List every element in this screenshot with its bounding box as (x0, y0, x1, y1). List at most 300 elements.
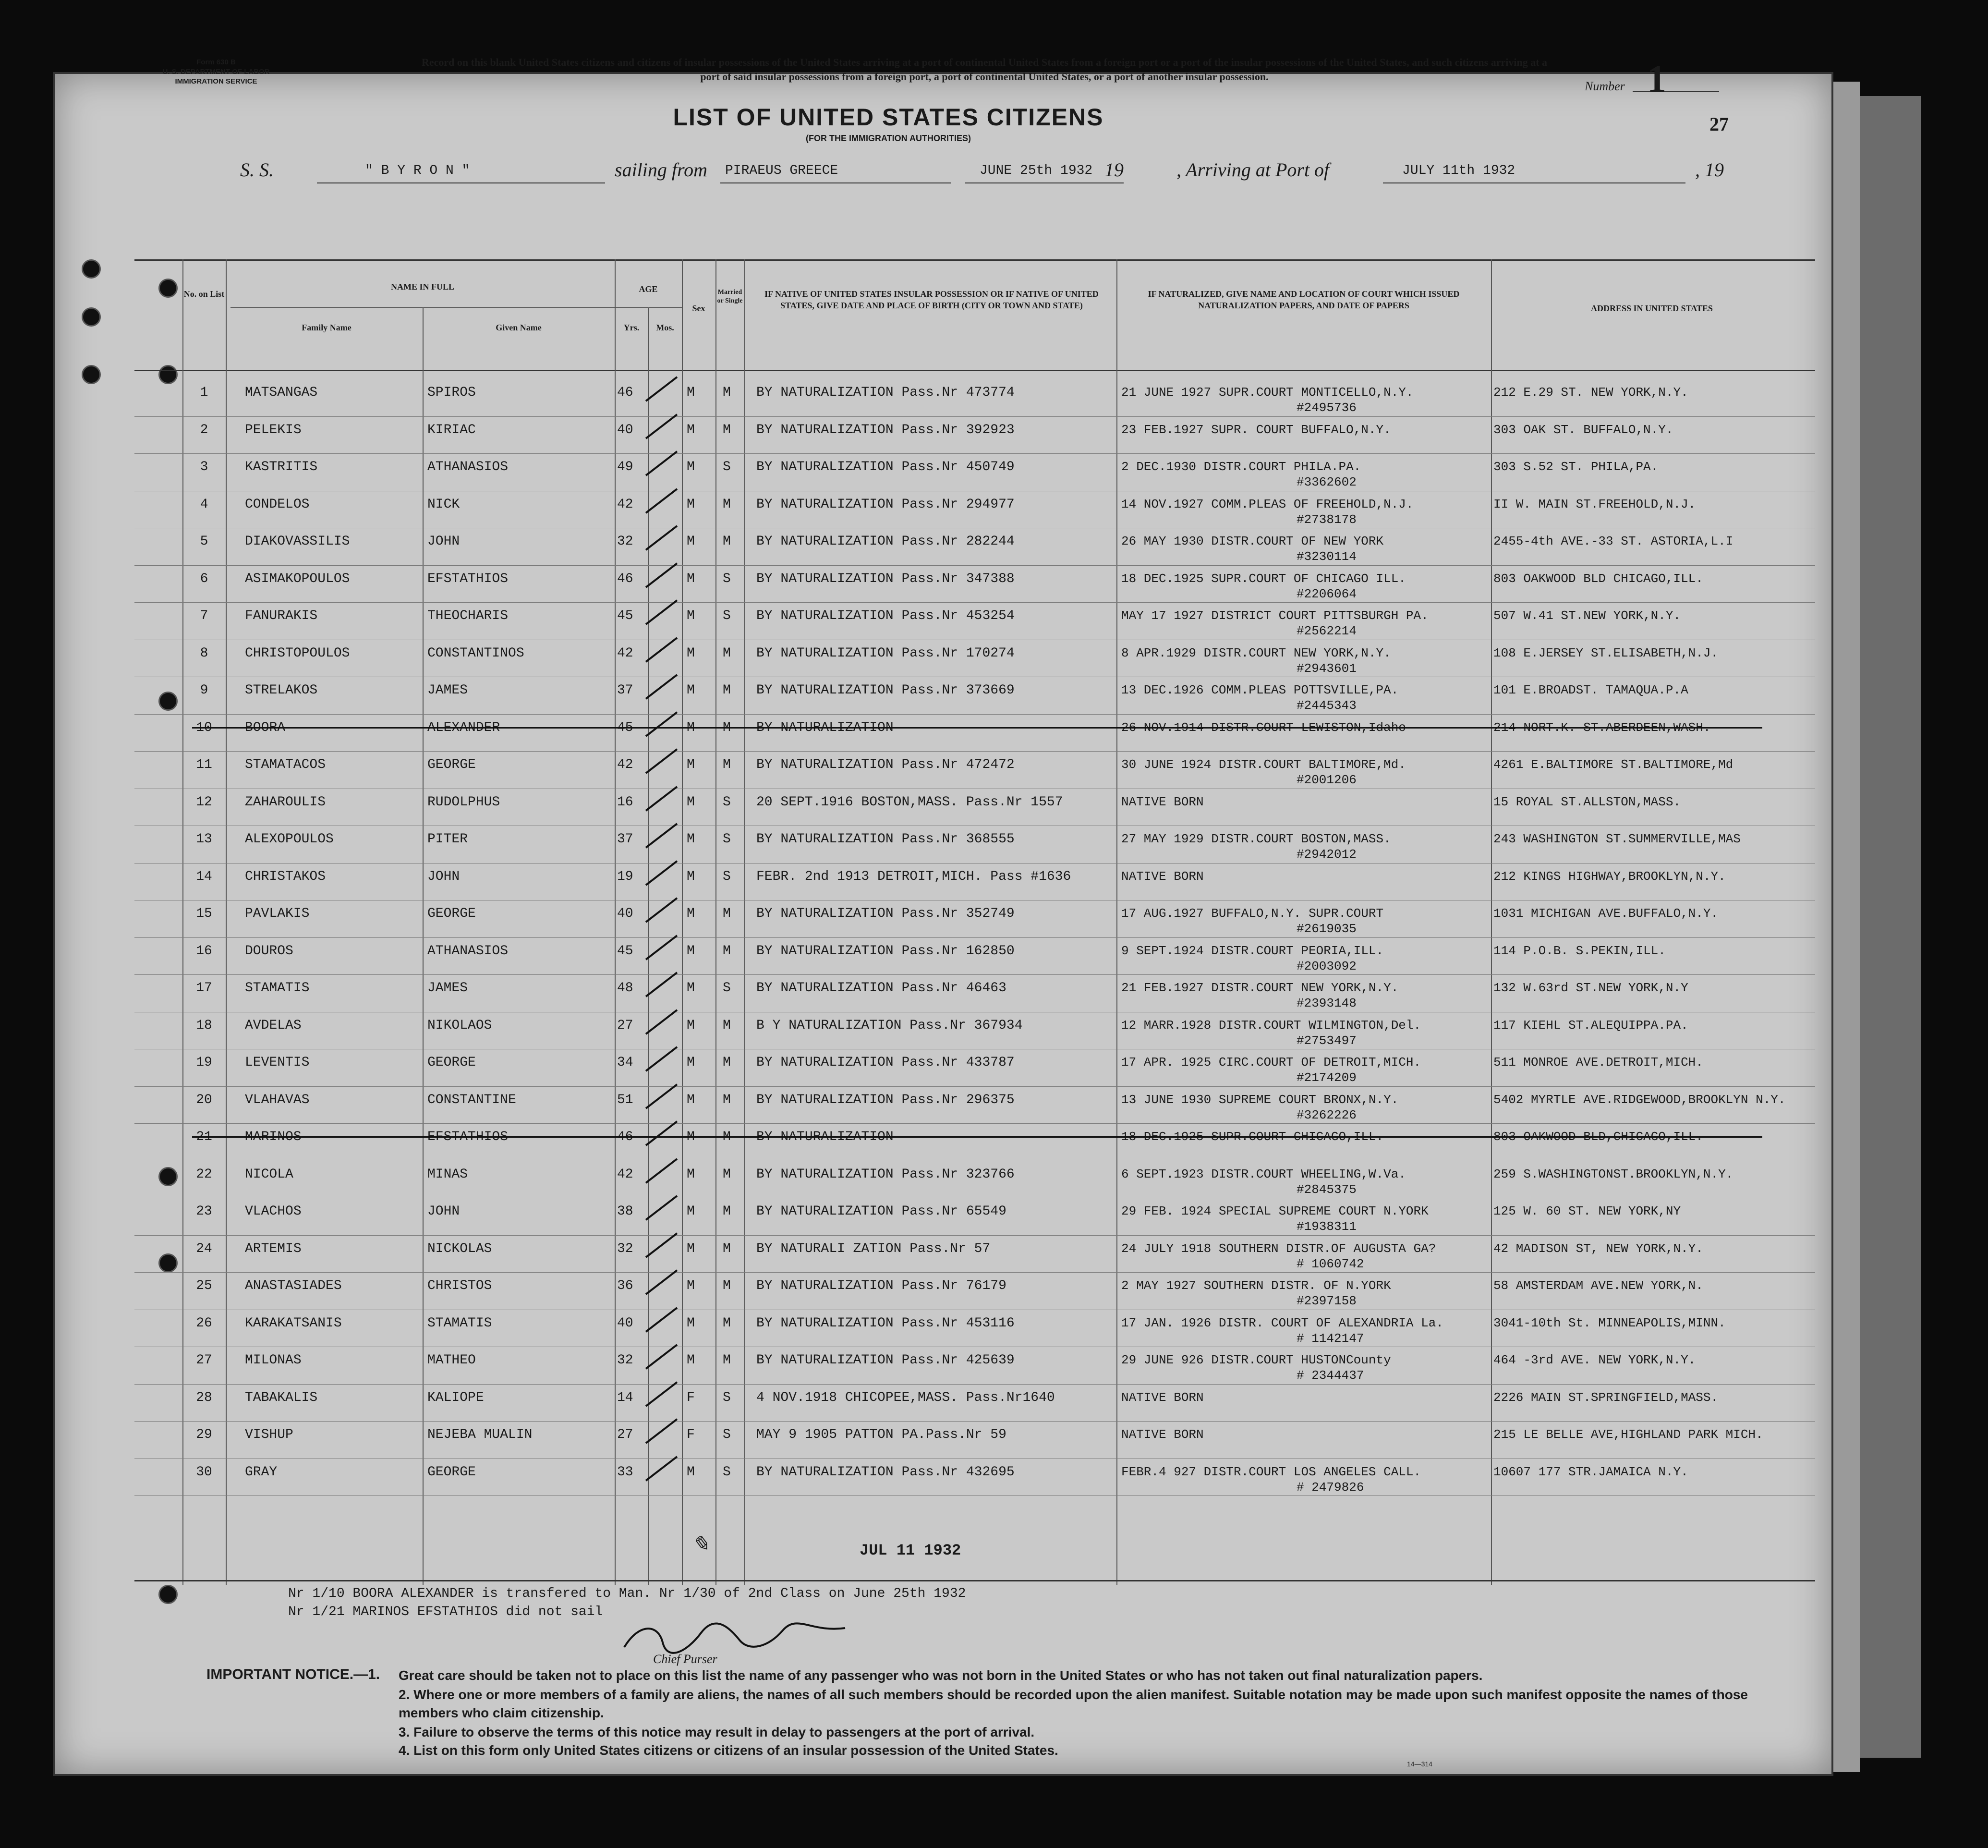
tick-mark (643, 896, 682, 924)
table-row (0, 491, 1988, 528)
cell-no: 8 (200, 645, 208, 661)
binder-hole (158, 1585, 178, 1604)
cell-nat: 29 JUNE 926 DISTR.COURT HUSTONCounty (1121, 1353, 1391, 1367)
cell-addr: 303 S.52 ST. PHILA,PA. (1493, 460, 1659, 474)
cell-certificate-number: #3262226 (1297, 1107, 1357, 1122)
col-no: No. on List (183, 289, 225, 299)
cell-age: 45 (617, 608, 633, 623)
sailing-from: PIRAEUS GREECE (725, 163, 838, 178)
cell-nat: 12 MARR.1928 DISTR.COURT WILMINGTON,Del. (1121, 1018, 1421, 1033)
cell-family: CONDELOS (245, 497, 310, 512)
tick-mark (643, 1380, 682, 1409)
cell-age: 32 (617, 1241, 633, 1256)
cell-age: 46 (617, 571, 633, 586)
tick-mark (643, 412, 682, 441)
cell-given: GEORGE (427, 1055, 476, 1070)
col-birth: IF NATIVE OF UNITED STATES INSULAR POSSESSION OR IF NATIVE OF UNITED STATES, GIVE DATE AND PLACE OF BIRTH (CITY OR TOWN AND STATE) (764, 289, 1099, 310)
notice-4: 4. List on this form only United States citizens or citizens of an insular possession of the United States. (399, 1743, 1058, 1758)
cell-sex: M (687, 460, 695, 474)
cell-given: JOHN (427, 534, 460, 549)
cell-addr: 42 MADISON ST, NEW YORK,N.Y. (1493, 1241, 1703, 1256)
cell-certificate-number: #3230114 (1297, 549, 1357, 564)
cell-sex: M (687, 1130, 695, 1144)
cell-ms: M (723, 1018, 731, 1033)
cell-sex: M (687, 720, 695, 735)
cell-sex: M (687, 683, 695, 698)
cell-age: 40 (617, 906, 633, 921)
cell-no: 7 (200, 608, 208, 623)
page-title: LIST OF UNITED STATES CITIZENS (673, 104, 1104, 131)
cell-given: STAMATIS (427, 1315, 492, 1331)
cell-family: KASTRITIS (245, 460, 318, 474)
cell-addr: 464 -3rd AVE. NEW YORK,N.Y. (1493, 1353, 1696, 1367)
cell-certificate-number: # 2479826 (1297, 1480, 1364, 1495)
cell-nat: 27 MAY 1929 DISTR.COURT BOSTON,MASS. (1121, 832, 1391, 846)
cell-birth: BY NATURALIZATION Pass.Nr 472472 (756, 757, 1015, 772)
cell-ms: M (723, 720, 731, 735)
cell-nat: 23 FEB.1927 SUPR. COURT BUFFALO,N.Y. (1121, 422, 1391, 437)
cell-birth: BY NATURALIZATION Pass.Nr 323766 (756, 1167, 1015, 1182)
cell-certificate-number: #2445343 (1297, 698, 1357, 713)
table-row (0, 1124, 1988, 1161)
cell-family: FANURAKIS (245, 608, 318, 623)
ship-underline (317, 182, 605, 183)
cell-family: ZAHAROULIS (245, 794, 326, 810)
cell-sex: M (687, 981, 695, 996)
cell-no: 27 (196, 1353, 212, 1368)
number-label: Number (1585, 79, 1625, 93)
cell-family: CHRISTOPOULOS (245, 645, 350, 661)
cell-age: 40 (617, 422, 633, 438)
cell-birth: FEBR. 2nd 1913 DETROIT,MICH. Pass #1636 (756, 869, 1071, 884)
cell-age: 51 (617, 1092, 633, 1107)
cell-birth: BY NATURALIZATION (756, 720, 894, 735)
cell-age: 42 (617, 645, 633, 661)
cell-sex: M (687, 1315, 695, 1331)
cell-sex: M (687, 571, 695, 586)
arrival-date: JULY 11th 1932 (1402, 163, 1515, 178)
table-row (0, 1161, 1988, 1198)
purser-signature (619, 1618, 850, 1657)
cell-sex: M (687, 943, 695, 959)
cell-sex: M (687, 906, 695, 921)
cell-age: 27 (617, 1427, 633, 1442)
cell-ms: S (723, 794, 731, 810)
strike-through-line (192, 727, 1762, 729)
col-given-name: Given Name (496, 323, 542, 332)
cell-family: AVDELAS (245, 1018, 302, 1033)
cell-family: NICOLA (245, 1167, 293, 1182)
cell-given: CONSTANTINE (427, 1092, 516, 1107)
cell-birth: 20 SEPT.1916 BOSTON,MASS. Pass.Nr 1557 (756, 794, 1063, 810)
cell-addr: 5402 MYRTLE AVE.RIDGEWOOD,BROOKLYN N.Y. (1493, 1092, 1786, 1107)
cell-ms: M (723, 1130, 731, 1144)
cell-certificate-number: #2495736 (1297, 401, 1357, 415)
cell-certificate-number: #2753497 (1297, 1033, 1357, 1048)
tick-mark (643, 1045, 682, 1073)
cell-family: VISHUP (245, 1427, 293, 1442)
cell-certificate-number: #2738178 (1297, 512, 1357, 527)
table-row (0, 528, 1988, 565)
cell-no: 17 (196, 981, 212, 996)
cell-no: 16 (196, 943, 212, 959)
cell-sex: M (687, 645, 695, 661)
cell-birth: BY NATURALI ZATION Pass.Nr 57 (756, 1241, 991, 1256)
cell-given: PITER (427, 832, 468, 847)
cell-no: 14 (196, 869, 212, 884)
inspector-initials: ✎ (691, 1532, 709, 1556)
cell-nat: 14 NOV.1927 COMM.PLEAS OF FREEHOLD,N.J. (1121, 497, 1414, 511)
page-subtitle: (FOR THE IMMIGRATION AUTHORITIES) (806, 134, 971, 143)
table-row (0, 1347, 1988, 1384)
cell-no: 5 (200, 534, 208, 549)
cell-sex: M (687, 1167, 695, 1182)
tick-mark (643, 933, 682, 962)
cell-certificate-number: #2206064 (1297, 586, 1357, 601)
purser-notes (288, 1585, 966, 1621)
cell-sex: M (687, 1464, 695, 1480)
cell-no: 29 (196, 1427, 212, 1442)
cell-ms: M (723, 422, 731, 438)
cell-no: 22 (196, 1167, 212, 1182)
cell-no: 19 (196, 1055, 212, 1070)
page-number: 27 (1709, 113, 1729, 135)
table-row (0, 1422, 1988, 1459)
tick-mark (643, 1231, 682, 1260)
table-row (0, 640, 1988, 677)
cell-family: TABAKALIS (245, 1390, 318, 1405)
tick-mark (643, 710, 682, 739)
tick-mark (643, 1342, 682, 1371)
cell-certificate-number: #2397158 (1297, 1294, 1357, 1308)
cell-ms: S (723, 1390, 731, 1405)
ship-name: " B Y R O N " (365, 163, 470, 178)
sailing-date: JUNE 25th 1932 (980, 163, 1093, 178)
tick-mark (643, 821, 682, 850)
cell-sex: M (687, 832, 695, 847)
cell-ms: S (723, 832, 731, 847)
table-row (0, 1459, 1988, 1496)
cell-sex: M (687, 1018, 695, 1033)
cell-nat: 9 SEPT.1924 DISTR.COURT PEORIA,ILL. (1121, 943, 1384, 958)
cell-age: 45 (617, 720, 633, 735)
tick-mark (643, 1193, 682, 1222)
cell-family: ALEXOPOULOS (245, 832, 334, 847)
cell-given: CONSTANTINOS (427, 645, 524, 661)
table-row (0, 826, 1988, 863)
cell-birth: BY NATURALIZATION Pass.Nr 162850 (756, 943, 1015, 959)
cell-addr: 125 W. 60 ST. NEW YORK,NY (1493, 1204, 1681, 1218)
cell-addr: 303 OAK ST. BUFFALO,N.Y. (1493, 422, 1673, 437)
cell-family: ASIMAKOPOULOS (245, 571, 350, 586)
table-row (0, 938, 1988, 975)
cell-certificate-number: # 1060742 (1297, 1256, 1364, 1271)
cell-age: 33 (617, 1464, 633, 1480)
cell-ms: M (723, 906, 731, 921)
cell-addr: 212 E.29 ST. NEW YORK,N.Y. (1493, 385, 1688, 400)
tick-mark (643, 375, 682, 403)
cell-birth: BY NATURALIZATION Pass.Nr 76179 (756, 1278, 1006, 1293)
cell-no: 6 (200, 571, 208, 586)
col-yrs: Yrs. (623, 323, 640, 332)
cell-certificate-number: #1938311 (1297, 1219, 1357, 1234)
cell-age: 42 (617, 757, 633, 772)
cell-ms: S (723, 1464, 731, 1480)
cell-given: KALIOPE (427, 1390, 484, 1405)
cell-addr: 117 KIEHL ST.ALEQUIPPA.PA. (1493, 1018, 1688, 1033)
table-row (0, 789, 1988, 826)
cell-age: 42 (617, 1167, 633, 1182)
cell-given: JOHN (427, 869, 460, 884)
cell-nat: 18 DEC.1925 SUPR.COURT CHICAGO,ILL. (1121, 1130, 1384, 1144)
cell-nat: 17 APR. 1925 CIRC.COURT OF DETROIT,MICH. (1121, 1055, 1421, 1070)
cell-addr: 10607 177 STR.JAMAICA N.Y. (1493, 1464, 1688, 1479)
cell-addr: 114 P.O.B. S.PEKIN,ILL. (1493, 943, 1666, 958)
cell-given: EFSTATHIOS (427, 1130, 509, 1144)
cell-ms: S (723, 1427, 731, 1442)
cell-given: ALEXANDER (427, 720, 500, 735)
cell-birth: BY NATURALIZATION Pass.Nr 170274 (756, 645, 1015, 661)
cell-sex: M (687, 1055, 695, 1070)
cell-addr: 259 S.WASHINGTONST.BROOKLYN,N.Y. (1493, 1167, 1733, 1181)
cell-sex: M (687, 1092, 695, 1107)
col-age: AGE (639, 284, 658, 294)
cell-certificate-number: #2845375 (1297, 1182, 1357, 1197)
cell-sex: M (687, 385, 695, 400)
cell-birth: BY NATURALIZATION Pass.Nr 368555 (756, 832, 1015, 847)
cell-given: NIKOLAOS (427, 1018, 492, 1033)
col-married: Married or Single (717, 289, 743, 304)
form-identifier: Form 630 B U. S. DEPARTMENT OF LABOR IMMIGRATION SERVICE (162, 58, 270, 85)
cell-age: 36 (617, 1278, 633, 1293)
cell-age: 46 (617, 385, 633, 400)
tick-mark (643, 859, 682, 888)
cell-family: ANASTASIADES (245, 1278, 342, 1293)
table-row (0, 975, 1988, 1012)
tick-mark (643, 635, 682, 664)
cell-family: DOUROS (245, 943, 293, 959)
cell-certificate-number: # 1142147 (1297, 1331, 1364, 1346)
arriving-label: , Arriving at Port of (1176, 159, 1330, 181)
cell-ms: S (723, 869, 731, 884)
cell-ms: M (723, 1055, 731, 1070)
strike-through-line (192, 1136, 1762, 1138)
cell-sex: F (687, 1427, 695, 1442)
cell-addr: 214 NORT.K. ST.ABERDEEN,WASH. (1493, 720, 1711, 735)
table-row (0, 379, 1988, 416)
cell-given: NEJEBA MUALIN (427, 1427, 533, 1442)
cell-family: STAMATACOS (245, 757, 326, 772)
cell-nat: NATIVE BORN (1121, 1390, 1204, 1405)
notice-1: Great care should be taken not to place on this list the name of any passenger who was not born in the United States or who has not taken out final naturalization papers. (399, 1668, 1483, 1683)
cell-no: 25 (196, 1278, 212, 1293)
tick-mark (643, 598, 682, 627)
cell-nat: 21 FEB.1927 DISTR.COURT NEW YORK,N.Y. (1121, 981, 1399, 995)
cell-birth: BY NATURALIZATION Pass.Nr 473774 (756, 385, 1015, 400)
cell-nat: 17 AUG.1927 BUFFALO,N.Y. SUPR.COURT (1121, 906, 1384, 921)
cell-ms: S (723, 460, 731, 474)
cell-no: 1 (200, 385, 208, 400)
cell-nat: 21 JUNE 1927 SUPR.COURT MONTICELLO,N.Y. (1121, 385, 1414, 400)
cell-addr: 2455-4th AVE.-33 ST. ASTORIA,L.I (1493, 534, 1733, 548)
cell-age: 46 (617, 1130, 633, 1144)
cell-no: 18 (196, 1018, 212, 1033)
cell-ms: M (723, 757, 731, 772)
cell-nat: 17 JAN. 1926 DISTR. COURT OF ALEXANDRIA La. (1121, 1315, 1443, 1330)
cell-ms: M (723, 1241, 731, 1256)
cell-no: 15 (196, 906, 212, 921)
arrival-underline (1383, 182, 1685, 183)
cell-given: SPIROS (427, 385, 476, 400)
cell-nat: 26 NOV.1914 DISTR.COURT LEWISTON,Idaho (1121, 720, 1406, 735)
cell-ms: M (723, 1204, 731, 1219)
table-row (0, 603, 1988, 640)
table-header-rule (134, 370, 1815, 371)
cell-birth: MAY 9 1905 PATTON PA.Pass.Nr 59 (756, 1427, 1006, 1442)
cell-certificate-number: #2001206 (1297, 773, 1357, 787)
cell-given: EFSTATHIOS (427, 571, 509, 586)
cell-given: CHRISTOS (427, 1278, 492, 1293)
cell-birth: BY NATURALIZATION Pass.Nr 425639 (756, 1353, 1015, 1368)
col-mos: Mos. (656, 323, 674, 332)
tick-mark (643, 1156, 682, 1185)
cell-addr: 15 ROYAL ST.ALLSTON,MASS. (1493, 794, 1681, 809)
table-row (0, 1310, 1988, 1347)
table-row (0, 715, 1988, 752)
cell-given: NICK (427, 497, 460, 512)
binder-hole (82, 307, 101, 327)
ss-label: S. S. (240, 159, 274, 181)
cell-certificate-number: #2942012 (1297, 847, 1357, 862)
cell-certificate-number: #3362602 (1297, 475, 1357, 489)
cell-age: 38 (617, 1204, 633, 1219)
cell-no: 21 (196, 1130, 212, 1144)
cell-addr: 101 E.BROADST. TAMAQUA.P.A (1493, 683, 1688, 697)
arrival-year: , 19 (1695, 159, 1724, 181)
cell-ms: M (723, 534, 731, 549)
cell-family: VLAHAVAS (245, 1092, 310, 1107)
cell-family: VLACHOS (245, 1204, 302, 1219)
table-row (0, 417, 1988, 454)
table-row (0, 752, 1988, 789)
cell-birth: BY NATURALIZATION Pass.Nr 46463 (756, 981, 1006, 996)
cell-birth: BY NATURALIZATION Pass.Nr 373669 (756, 683, 1015, 698)
cell-sex: M (687, 1278, 695, 1293)
cell-no: 24 (196, 1241, 212, 1256)
cell-family: DIAKOVASSILIS (245, 534, 350, 549)
cell-birth: BY NATURALIZATION Pass.Nr 453254 (756, 608, 1015, 623)
cell-family: STRELAKOS (245, 683, 318, 698)
tick-mark (643, 1268, 682, 1297)
arrival-stamp: JUL 11 1932 (860, 1542, 961, 1559)
cell-given: KIRIAC (427, 422, 476, 438)
cell-no: 11 (196, 757, 212, 772)
cell-addr: II W. MAIN ST.FREEHOLD,N.J. (1493, 497, 1696, 511)
cell-given: JAMES (427, 981, 468, 996)
cell-age: 37 (617, 683, 633, 698)
cell-birth: BY NATURALIZATION Pass.Nr 450749 (756, 460, 1015, 474)
cell-addr: 803 OAKWOOD BLD,CHICAGO,ILL. (1493, 1130, 1703, 1144)
cell-nat: 2 MAY 1927 SOUTHERN DISTR. OF N.YORK (1121, 1278, 1391, 1293)
cell-family: PAVLAKIS (245, 906, 310, 921)
cell-no: 30 (196, 1464, 212, 1480)
cell-birth: BY NATURALIZATION Pass.Nr 433787 (756, 1055, 1015, 1070)
cell-no: 20 (196, 1092, 212, 1107)
binder-hole (82, 259, 101, 279)
table-top-rule (134, 259, 1815, 261)
cell-birth: BY NATURALIZATION Pass.Nr 392923 (756, 422, 1015, 438)
tick-mark (643, 1008, 682, 1036)
cell-ms: M (723, 1353, 731, 1368)
cell-certificate-number: #2619035 (1297, 922, 1357, 936)
table-row (0, 1049, 1988, 1086)
cell-age: 16 (617, 794, 633, 810)
cell-family: STAMATIS (245, 981, 310, 996)
cell-birth: BY NATURALIZATION Pass.Nr 65549 (756, 1204, 1006, 1219)
cell-nat: 26 MAY 1930 DISTR.COURT OF NEW YORK (1121, 534, 1384, 548)
cell-birth: BY NATURALIZATION Pass.Nr 296375 (756, 1092, 1015, 1107)
cell-birth: BY NATURALIZATION Pass.Nr 347388 (756, 571, 1015, 586)
cell-addr: 58 AMSTERDAM AVE.NEW YORK,N. (1493, 1278, 1703, 1293)
tick-mark (643, 523, 682, 552)
cell-family: KARAKATSANIS (245, 1315, 342, 1331)
cell-ms: M (723, 1315, 731, 1331)
cell-birth: BY NATURALIZATION Pass.Nr 282244 (756, 534, 1015, 549)
cell-sex: M (687, 422, 695, 438)
cell-no: 26 (196, 1315, 212, 1331)
cell-ms: M (723, 645, 731, 661)
cell-age: 27 (617, 1018, 633, 1033)
cell-family: CHRISTAKOS (245, 869, 326, 884)
cell-given: RUDOLPHUS (427, 794, 500, 810)
cell-addr: 1031 MICHIGAN AVE.BUFFALO,N.Y. (1493, 906, 1719, 921)
col-address: ADDRESS IN UNITED STATES (1591, 304, 1713, 313)
cell-nat: 6 SEPT.1923 DISTR.COURT WHEELING,W.Va. (1121, 1167, 1406, 1181)
cell-addr: 132 W.63rd ST.NEW YORK,N.Y (1493, 981, 1688, 995)
notice-lead: IMPORTANT NOTICE.—1. (206, 1666, 380, 1682)
cell-age: 40 (617, 1315, 633, 1331)
cell-ms: S (723, 608, 731, 623)
cell-no: 4 (200, 497, 208, 512)
cell-birth: BY NATURALIZATION Pass.Nr 432695 (756, 1464, 1015, 1480)
tick-mark (643, 449, 682, 478)
note-did-not-sail: Nr 1/21 MARINOS EFSTATHIOS did not sail (288, 1605, 603, 1619)
cell-ms: M (723, 1278, 731, 1293)
tick-mark (643, 970, 682, 999)
cell-no: 3 (200, 460, 208, 474)
table-row (0, 900, 1988, 937)
cell-certificate-number: #2003092 (1297, 959, 1357, 973)
cell-birth: BY NATURALIZATION (756, 1130, 894, 1144)
cell-addr: 108 E.JERSEY ST.ELISABETH,N.J. (1493, 645, 1719, 660)
cell-nat: 13 DEC.1926 COMM.PLEAS POTTSVILLE,PA. (1121, 683, 1399, 697)
cell-nat: NATIVE BORN (1121, 869, 1204, 884)
number-value: 1 (1647, 58, 1666, 100)
cell-age: 42 (617, 497, 633, 512)
cell-ms: S (723, 571, 731, 586)
cell-family: PELEKIS (245, 422, 302, 438)
tick-mark (643, 561, 682, 590)
cell-nat: 29 FEB. 1924 SPECIAL SUPREME COURT N.YORK (1121, 1204, 1429, 1218)
tick-mark (643, 672, 682, 701)
col-sex: Sex (692, 304, 705, 313)
cell-birth: BY NATURALIZATION Pass.Nr 453116 (756, 1315, 1015, 1331)
cell-given: MINAS (427, 1167, 468, 1182)
table-row (0, 1012, 1988, 1049)
tick-mark (643, 1082, 682, 1111)
cell-given: THEOCHARIS (427, 608, 509, 623)
cell-sex: M (687, 1204, 695, 1219)
